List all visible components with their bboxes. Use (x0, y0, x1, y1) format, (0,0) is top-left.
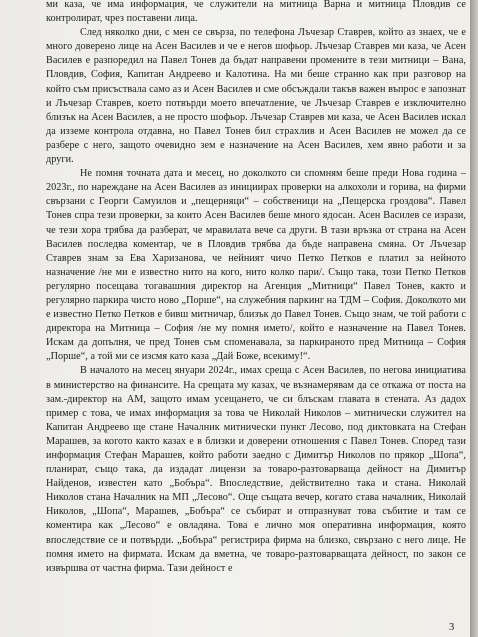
paragraph-4: В началото на месец януари 2024г., имах среща с Асен Василев, по негова инициатива в министерство на финансите. На срещата му казах, че възнамерявам да се откажа от поста на зам.-директор на АМ, защото имам усещането, че си блъскам главата в стената. Аз дадох пример с това, че имах информация за това че Николай Николов – митнически служител на Капитан Андреево ще стане Началник митнически пункт Лесово, под диктовката на Стефан Марашев, за когото както казах е в близки и доверени отношения с Павел Тонев. Според тази информация Стефан Марашев, който работи заедно с Димитър Николов по прякор „Шопа“, планират, също така, да издадат лицензи за товаро-разтоварваща дейност на Димитър Найденов, известен като „Бобъра“. Впоследствие, действително така и стана. Николай Николов стана Началник на МП „Лесово“. Още същата вечер, когато става началник, Николай Николов, „Шопа“, Марашев, „Бобъра“ се събират и отпразнуват това събитие и там се коментира как „Лесово“ е овладяна. Това е лично моя оперативна информация, която впоследствие се и потвърди. „Бобъра“ регистрира фирма на близко, свързано с него лице. Не помня името на фирмата. Искам да вметна, че товаро-разтоварващата дейност, по закон се извършва от частна фирма. Тази дейност е (46, 365, 466, 574)
page-edge-shadow (470, 0, 478, 637)
paragraph-1: ми каза, че има информация, че служители на митница Варна и митница Пловдив се контролират, чрез поставени лица. (46, 0, 466, 25)
paragraph-2: След няколко дни, с мен се свързa, по телефона Лъчезар Ставрев, който аз знаех, че е много доверено лице на Асен Василев и че е негов шофьор. Лъчезар Ставрев ми каза, че Асен Василев е разпоредил на Павел Тонев да бъдат направени промените в тези митници – Вана, Пловдив, София, Капитан Андреево и Калотина. На ми беше странно как при разговор на който съм присъствала само аз и Асен Василев и сме обсъждали такъв важен въпрос е запознат и Лъчезар Ставрев, което потвърди моето впечатление, че Лъчезар Ставрев е изключително близък на Асен Василев, а не просто шофьор. Лъчезар Ставрев ми каза, че Асен Василев искал да изземе контрола отдавна, но Павел Тонев бил страхлив и Асен Василев не можел да се разбере с него, защото очевидно зем е назначение на Асен Василев, хем явно работи и за други. (46, 27, 466, 166)
paragraph-3: Не помня точната дата и месец, но доколкото си спомням беше преди Нова година – 2023г., по нареждане на Асен Василев аз инициирах проверки на алкохоли и горива, на фирми свързани с Георги Самуилов и „пещерняци“ – собственици на „Пещерска гроздова“. Павел Тонев спра тези проверки, за които Асен Василев беше много ядосан. Асен Василев се изрази, че тези хора трябва да разберат, че мравилата вече са други. В тази връзка от страна на Асен Василев последва коментар, че в Пловдив трябва да бъде направена смяна. От Лъчезар Ставрев знам за Ева Харизанова, че нейният чичо Петко Петков е платил за нейното назначение /не ми е известно нито на кого, нито колко пари/. Също така, този Петко Петков регулярно посещава тогавашния директор на Агенция „Митници“ Павел Тонев, както и регулярно паркира чисто ново „Порше“, на служебния паркинг на ТДМ – София. Доколкото ми е известно Петко Петков е бивш митничар, близък до Павел Тонев. Също знам, че той работи с директора на Митница – София /не му помня името/, който е назначение на Павел Тонев. Искам да допълня, че пред Тонев съм споменавала, за паркираното пред Митница – София „Порше“, а той ми се изсмя като каза „Дай Боже, всекиму!“. (46, 168, 466, 363)
page-number: 3 (449, 622, 455, 633)
document-body (46, 0, 466, 576)
